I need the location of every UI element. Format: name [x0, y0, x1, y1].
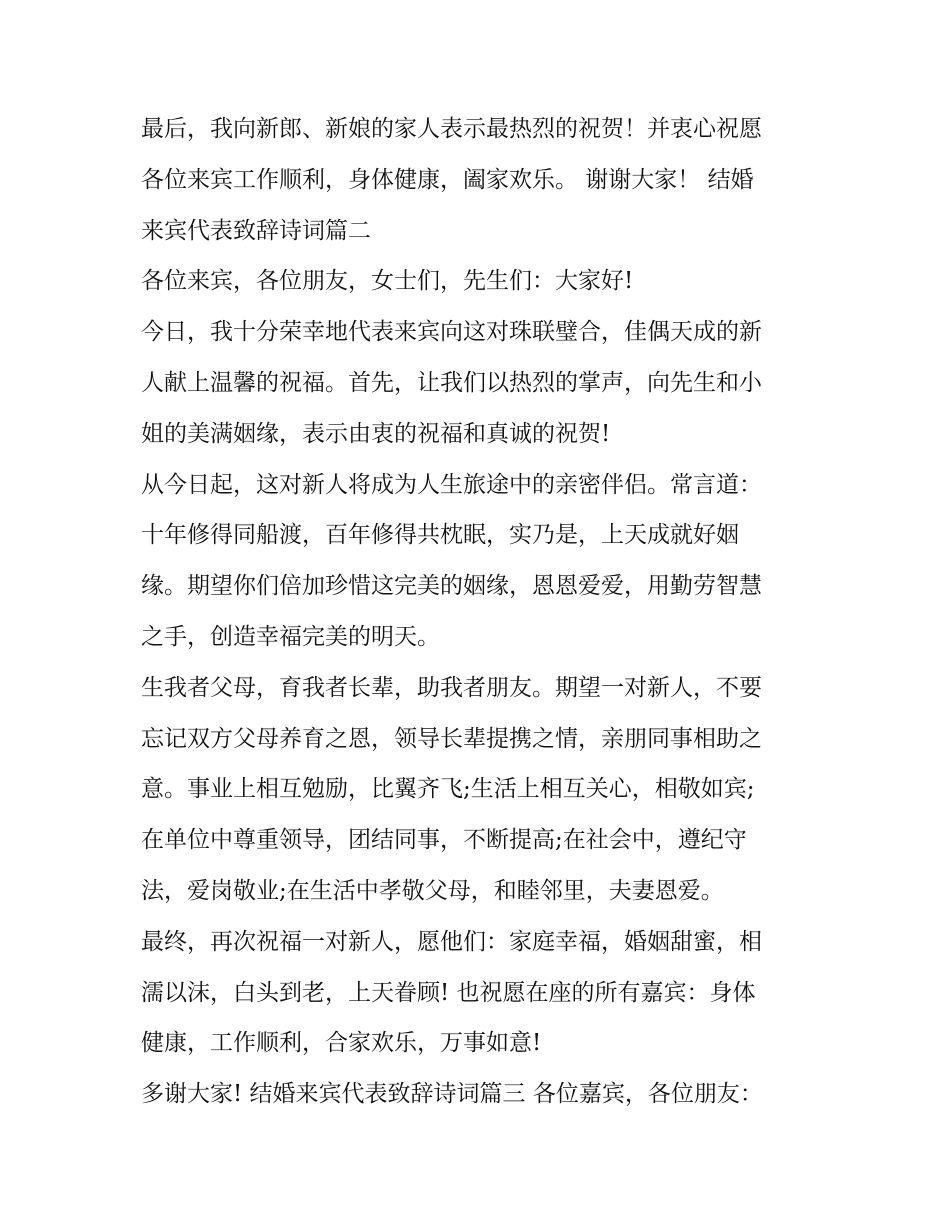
text-line: 在单位中尊重领导，团结同事，不断提高;在社会中，遵纪守: [141, 827, 747, 854]
text-line: 各位来宾工作顺利，身体健康，阖家欢乐。 谢谢大家！ 结婚: [141, 166, 754, 193]
text-line: 缘。期望你们倍加珍惜这完美的姻缘，恩恩爱爱，用勤劳智慧: [141, 573, 762, 600]
text-line: 健康，工作顺利，合家欢乐，万事如意!: [141, 1030, 542, 1057]
text-line: 人献上温馨的祝福。首先，让我们以热烈的掌声，向先生和小: [141, 369, 762, 396]
text-line: 今日，我十分荣幸地代表来宾向这对珠联璧合，佳偶天成的新: [141, 319, 762, 346]
text-line: 最终，再次祝福一对新人，愿他们：家庭幸福，婚姻甜蜜，相: [141, 928, 762, 955]
text-line: 生我者父母，育我者长辈，助我者朋友。期望一对新人，不要: [141, 674, 762, 701]
text-line: 忘记双方父母养育之恩，领导长辈提携之情，亲朋同事相助之: [141, 725, 762, 752]
text-line: 意。事业上相互勉励，比翼齐飞;生活上相互关心，相敬如宾;: [141, 776, 755, 803]
text-line: 最后，我向新郎、新娘的家人表示最热烈的祝贺！并衷心祝愿: [141, 116, 762, 142]
text-line: 濡以沫，白头到老，上天眷顾! 也祝愿在座的所有嘉宾：身体: [141, 979, 756, 1006]
text-line: 十年修得同船渡，百年修得共枕眠，实乃是，上天成就好姻: [141, 522, 739, 549]
text-line: 来宾代表致辞诗词篇二: [141, 217, 371, 244]
text-line: 多谢大家! 结婚来宾代表致辞诗词篇三 各位嘉宾，各位朋友：: [141, 1081, 763, 1108]
text-line: 姐的美满姻缘，表示由衷的祝福和真诚的祝贺!: [141, 420, 611, 447]
document-body: [141, 104, 821, 1120]
text-line: 法，爱岗敬业;在生活中孝敬父母，和睦邻里，夫妻恩爱。: [141, 877, 724, 904]
text-line: 之手，创造幸福完美的明天。: [141, 623, 440, 650]
text-line: 各位来宾，各位朋友，女士们，先生们：大家好!: [141, 268, 634, 295]
text-line: 从今日起，这对新人将成为人生旅途中的亲密伴侣。常言道：: [141, 471, 762, 498]
